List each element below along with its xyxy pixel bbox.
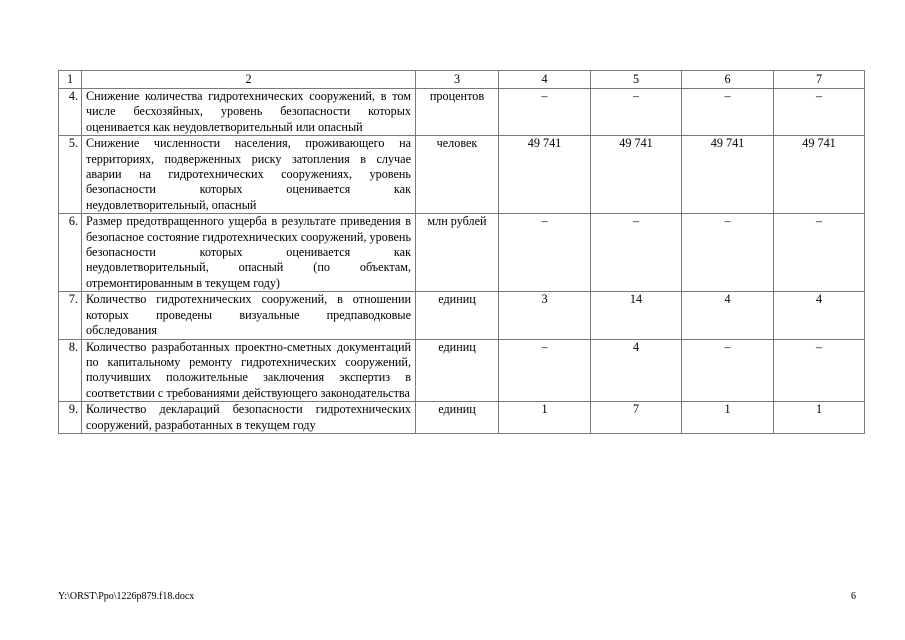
row-value-7: 4 (774, 292, 865, 339)
row-description: Снижение численности населения, проживающего на территориях, подверженных риску затопления в случае аварии на гидротехнических сооружениях, уровень безопасности которых оценивается как неудовлетворительный, опасный (82, 136, 416, 214)
row-number: 8. (59, 339, 82, 402)
table-row (59, 214, 865, 292)
table-row (59, 136, 865, 214)
row-value-6: – (682, 214, 774, 292)
row-description: Снижение количества гидротехнических сооружений, в том числе бесхозяйных, уровень безопасности которых оценивается как неудовлетворительный или опасный (82, 89, 416, 136)
row-number: 6. (59, 214, 82, 292)
table-row (59, 402, 865, 434)
header-cell-2: 2 (82, 71, 416, 89)
row-description: Количество гидротехнических сооружений, в отношении которых проведены визуальные предпаводковые обследования (82, 292, 416, 339)
row-number: 5. (59, 136, 82, 214)
row-value-6: 4 (682, 292, 774, 339)
header-cell-7: 7 (774, 71, 865, 89)
row-value-5: – (591, 89, 682, 136)
row-value-4: – (499, 339, 591, 402)
row-value-5: 14 (591, 292, 682, 339)
row-number: 7. (59, 292, 82, 339)
header-cell-4: 4 (499, 71, 591, 89)
header-cell-3: 3 (416, 71, 499, 89)
row-number: 4. (59, 89, 82, 136)
row-value-4: – (499, 89, 591, 136)
row-value-4: – (499, 214, 591, 292)
row-value-7: – (774, 214, 865, 292)
row-value-6: 1 (682, 402, 774, 434)
row-unit: процентов (416, 89, 499, 136)
row-value-5: 49 741 (591, 136, 682, 214)
row-value-6: 49 741 (682, 136, 774, 214)
row-value-4: 1 (499, 402, 591, 434)
header-cell-6: 6 (682, 71, 774, 89)
row-value-4: 3 (499, 292, 591, 339)
header-cell-5: 5 (591, 71, 682, 89)
row-value-5: 7 (591, 402, 682, 434)
header-row (59, 71, 865, 89)
row-value-5: – (591, 214, 682, 292)
row-unit: единиц (416, 339, 499, 402)
table-row (59, 339, 865, 402)
row-value-6: – (682, 89, 774, 136)
row-value-7: 1 (774, 402, 865, 434)
row-value-7: – (774, 339, 865, 402)
row-value-7: 49 741 (774, 136, 865, 214)
table-row (59, 292, 865, 339)
row-unit: единиц (416, 402, 499, 434)
row-description: Количество разработанных проектно-сметных документаций по капитальному ремонту гидротехнических сооружений, получивших положительные заключения экспертиз в соответствии с требованиями действующего законодательства (82, 339, 416, 402)
page-number: 6 (851, 591, 856, 602)
header-cell-1: 1 (59, 71, 82, 89)
row-unit: единиц (416, 292, 499, 339)
row-number: 9. (59, 402, 82, 434)
row-value-5: 4 (591, 339, 682, 402)
row-description: Размер предотвращенного ущерба в результате приведения в безопасное состояние гидротехнических сооружений, уровень безопасности которых оценивается как неудовлетворительный, опасный (по объектам, отремонтированным в текущем году) (82, 214, 416, 292)
row-description: Количество деклараций безопасности гидротехнических сооружений, разработанных в текущем году (82, 402, 416, 434)
table-row (59, 89, 865, 136)
row-value-4: 49 741 (499, 136, 591, 214)
row-value-7: – (774, 89, 865, 136)
document-file-path: Y:\ORST\Ppo\1226p879.f18.docx (58, 591, 195, 602)
row-unit: человек (416, 136, 499, 214)
indicators-table (58, 70, 865, 434)
row-value-6: – (682, 339, 774, 402)
row-unit: млн рублей (416, 214, 499, 292)
